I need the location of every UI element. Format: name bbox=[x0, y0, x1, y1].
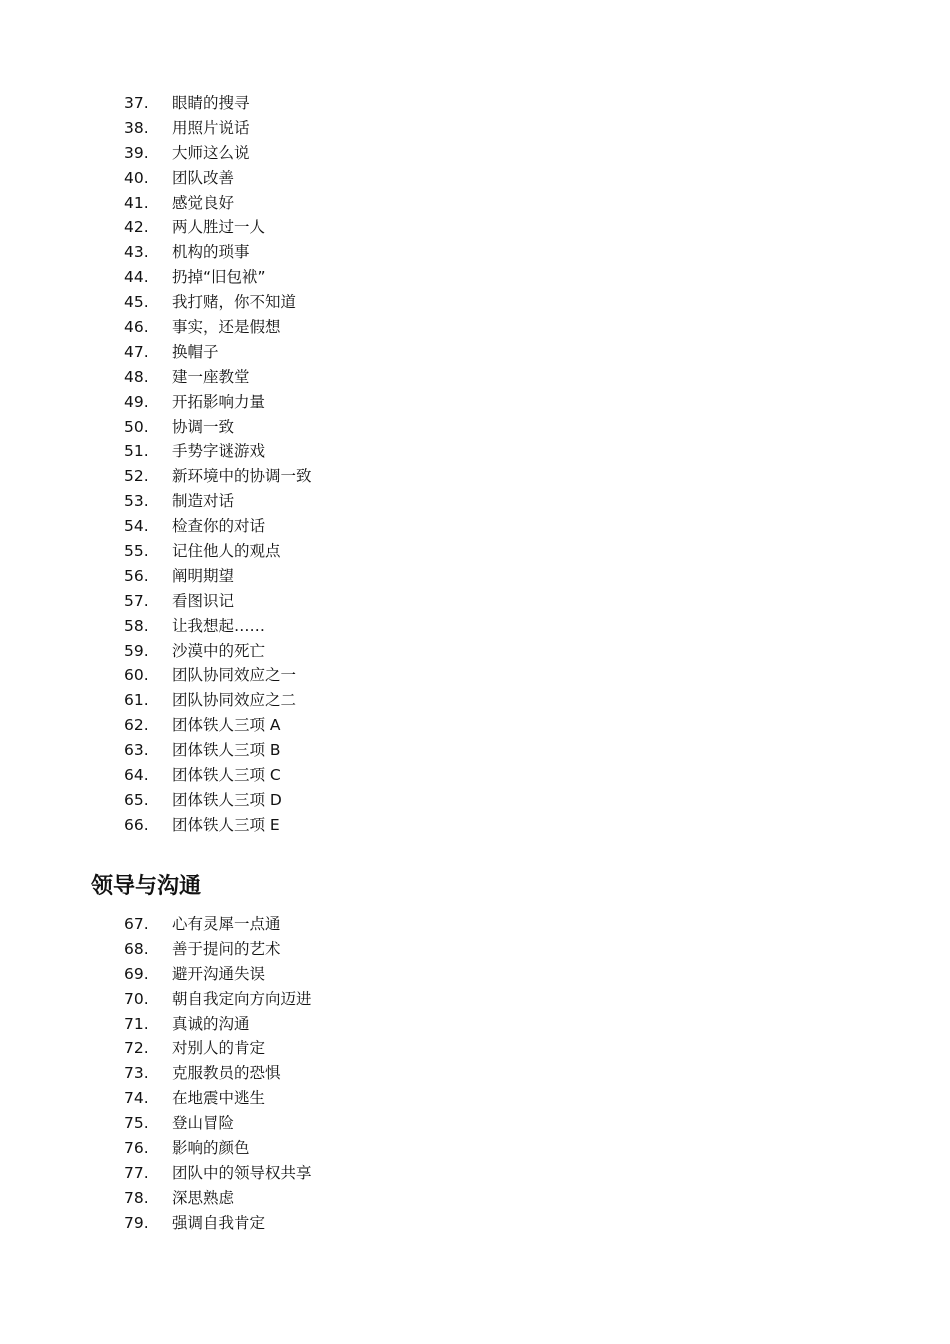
list-item-number: 43. bbox=[124, 243, 149, 262]
list-item-number: 46. bbox=[124, 318, 149, 337]
list-item-text: 团体铁人三项 D bbox=[172, 790, 282, 809]
list-item-text: 记住他人的观点 bbox=[172, 542, 281, 561]
list-item-text: 团队协同效应之二 bbox=[172, 691, 297, 710]
list-item bbox=[124, 962, 312, 987]
list-item-number: 76. bbox=[124, 1139, 149, 1158]
list-item-number: 57. bbox=[124, 591, 149, 610]
list-item-number: 51. bbox=[124, 442, 149, 461]
list-item-text: 朝自我定向方向迈进 bbox=[172, 989, 312, 1008]
list-item-text: 用照片说话 bbox=[172, 118, 250, 137]
list-item-text: 两人胜过一人 bbox=[172, 218, 266, 237]
list-item-number: 72. bbox=[124, 1039, 149, 1058]
list-item-text: 沙漠中的死亡 bbox=[172, 641, 266, 660]
list-item bbox=[124, 1136, 312, 1161]
list-item-text: 避开沟通失误 bbox=[172, 964, 266, 983]
list-item-number: 63. bbox=[124, 741, 149, 760]
list-item bbox=[124, 912, 312, 937]
list-item bbox=[124, 215, 312, 240]
list-item bbox=[124, 1036, 312, 1061]
list-item bbox=[124, 439, 312, 464]
list-item-text: 团队协同效应之一 bbox=[172, 666, 297, 685]
list-item-number: 60. bbox=[124, 666, 149, 685]
list-item-number: 71. bbox=[124, 1014, 149, 1033]
list-item bbox=[124, 539, 312, 564]
list-item bbox=[124, 788, 312, 813]
list-item-text: 影响的颜色 bbox=[172, 1139, 250, 1158]
list-item bbox=[124, 315, 312, 340]
list-item-number: 74. bbox=[124, 1089, 149, 1108]
list-item-number: 70. bbox=[124, 989, 149, 1008]
list-item-number: 48. bbox=[124, 367, 149, 386]
list-item bbox=[124, 937, 312, 962]
list-item-text: 制造对话 bbox=[172, 492, 235, 511]
list-item-text: 大师这么说 bbox=[172, 143, 250, 162]
list-item bbox=[124, 1111, 312, 1136]
list-item-number: 77. bbox=[124, 1163, 149, 1182]
list-item-text: 心有灵犀一点通 bbox=[172, 915, 281, 933]
list-item-number: 64. bbox=[124, 766, 149, 785]
list-item bbox=[124, 390, 312, 415]
activity-list-part-2 bbox=[124, 912, 312, 1236]
list-item bbox=[124, 415, 312, 440]
list-item bbox=[124, 265, 312, 290]
list-item-text: 开拓影响力量 bbox=[172, 392, 266, 411]
list-item-text: 真诚的沟通 bbox=[172, 1014, 250, 1033]
list-item-number: 66. bbox=[124, 815, 149, 834]
list-item bbox=[124, 738, 312, 763]
list-item-text: 我打赌，你不知道 bbox=[172, 293, 297, 312]
list-item-text: 强调自我肯定 bbox=[172, 1213, 266, 1232]
list-item-number: 40. bbox=[124, 168, 149, 187]
list-item-number: 50. bbox=[124, 417, 149, 436]
list-item bbox=[124, 191, 312, 216]
list-item-text: 手势字谜游戏 bbox=[172, 442, 266, 461]
list-item-number: 41. bbox=[124, 193, 149, 212]
list-item-text: 团体铁人三项 B bbox=[172, 741, 281, 760]
list-item-text: 建一座教堂 bbox=[172, 367, 250, 386]
list-item-text: 新环境中的协调一致 bbox=[172, 467, 312, 486]
list-item bbox=[124, 639, 312, 664]
list-item-number: 61. bbox=[124, 691, 149, 710]
list-item-text: 团队改善 bbox=[172, 168, 235, 187]
list-item bbox=[124, 1086, 312, 1111]
list-item-number: 79. bbox=[124, 1213, 149, 1232]
list-item-text: 对别人的肯定 bbox=[172, 1039, 266, 1058]
list-item-number: 68. bbox=[124, 939, 149, 958]
list-item-number: 55. bbox=[124, 542, 149, 561]
list-item bbox=[124, 290, 312, 315]
list-item-text: 让我想起…… bbox=[172, 616, 266, 635]
list-item bbox=[124, 365, 312, 390]
list-item bbox=[124, 464, 312, 489]
list-item-number: 65. bbox=[124, 790, 149, 809]
list-item bbox=[124, 1012, 312, 1037]
list-item bbox=[124, 987, 312, 1012]
list-item bbox=[124, 1161, 312, 1186]
list-item bbox=[124, 763, 312, 788]
list-item-number: 54. bbox=[124, 517, 149, 536]
list-item bbox=[124, 1211, 312, 1236]
list-item-text: 协调一致 bbox=[172, 417, 235, 436]
list-item-number: 73. bbox=[124, 1064, 149, 1083]
list-item bbox=[124, 514, 312, 539]
list-item-text: 看图识记 bbox=[172, 591, 235, 610]
list-item-number: 44. bbox=[124, 268, 149, 287]
list-item-number: 67. bbox=[124, 915, 149, 933]
list-item bbox=[124, 713, 312, 738]
list-item-number: 75. bbox=[124, 1114, 149, 1133]
list-item-text: 眼睛的搜寻 bbox=[172, 94, 250, 112]
list-item-text: 在地震中逃生 bbox=[172, 1089, 266, 1108]
list-item-text: 事实，还是假想 bbox=[172, 318, 281, 337]
list-item-text: 扔掉“旧包袱” bbox=[172, 268, 266, 287]
list-item bbox=[124, 1186, 312, 1211]
list-item-number: 37. bbox=[124, 94, 149, 112]
list-item-number: 78. bbox=[124, 1188, 149, 1207]
activity-list-part-1 bbox=[124, 91, 312, 838]
list-item-text: 换帽子 bbox=[172, 342, 219, 361]
list-item-number: 59. bbox=[124, 641, 149, 660]
list-item-text: 深思熟虑 bbox=[172, 1188, 235, 1207]
list-item-number: 47. bbox=[124, 342, 149, 361]
list-item-number: 53. bbox=[124, 492, 149, 511]
list-item bbox=[124, 589, 312, 614]
list-item-number: 42. bbox=[124, 218, 149, 237]
list-item bbox=[124, 166, 312, 191]
list-item bbox=[124, 240, 312, 265]
list-item-number: 49. bbox=[124, 392, 149, 411]
list-item bbox=[124, 116, 312, 141]
section-heading: 领导与沟通 bbox=[91, 874, 202, 899]
list-item-number: 58. bbox=[124, 616, 149, 635]
list-item bbox=[124, 813, 312, 838]
list-item-text: 检查你的对话 bbox=[172, 517, 266, 536]
list-item-number: 56. bbox=[124, 566, 149, 585]
list-item-text: 机构的琐事 bbox=[172, 243, 250, 262]
list-item bbox=[124, 564, 312, 589]
list-item bbox=[124, 141, 312, 166]
list-item-text: 登山冒险 bbox=[172, 1114, 235, 1133]
list-item-text: 克服教员的恐惧 bbox=[172, 1064, 281, 1083]
list-item-text: 善于提问的艺术 bbox=[172, 939, 281, 958]
list-item-text: 团体铁人三项 C bbox=[172, 766, 281, 785]
list-item-text: 团体铁人三项 E bbox=[172, 815, 280, 834]
list-item bbox=[124, 489, 312, 514]
list-item bbox=[124, 614, 312, 639]
list-item-text: 团队中的领导权共享 bbox=[172, 1163, 312, 1182]
list-item-number: 38. bbox=[124, 118, 149, 137]
list-item bbox=[124, 340, 312, 365]
list-item-text: 团体铁人三项 A bbox=[172, 716, 281, 735]
list-item-number: 45. bbox=[124, 293, 149, 312]
list-item-number: 69. bbox=[124, 964, 149, 983]
list-item bbox=[124, 1061, 312, 1086]
list-item-number: 39. bbox=[124, 143, 149, 162]
list-item-text: 阐明期望 bbox=[172, 566, 235, 585]
list-item-number: 52. bbox=[124, 467, 149, 486]
list-item-text: 感觉良好 bbox=[172, 193, 235, 212]
list-item bbox=[124, 663, 312, 688]
list-item bbox=[124, 91, 312, 116]
list-item-number: 62. bbox=[124, 716, 149, 735]
list-item bbox=[124, 688, 312, 713]
